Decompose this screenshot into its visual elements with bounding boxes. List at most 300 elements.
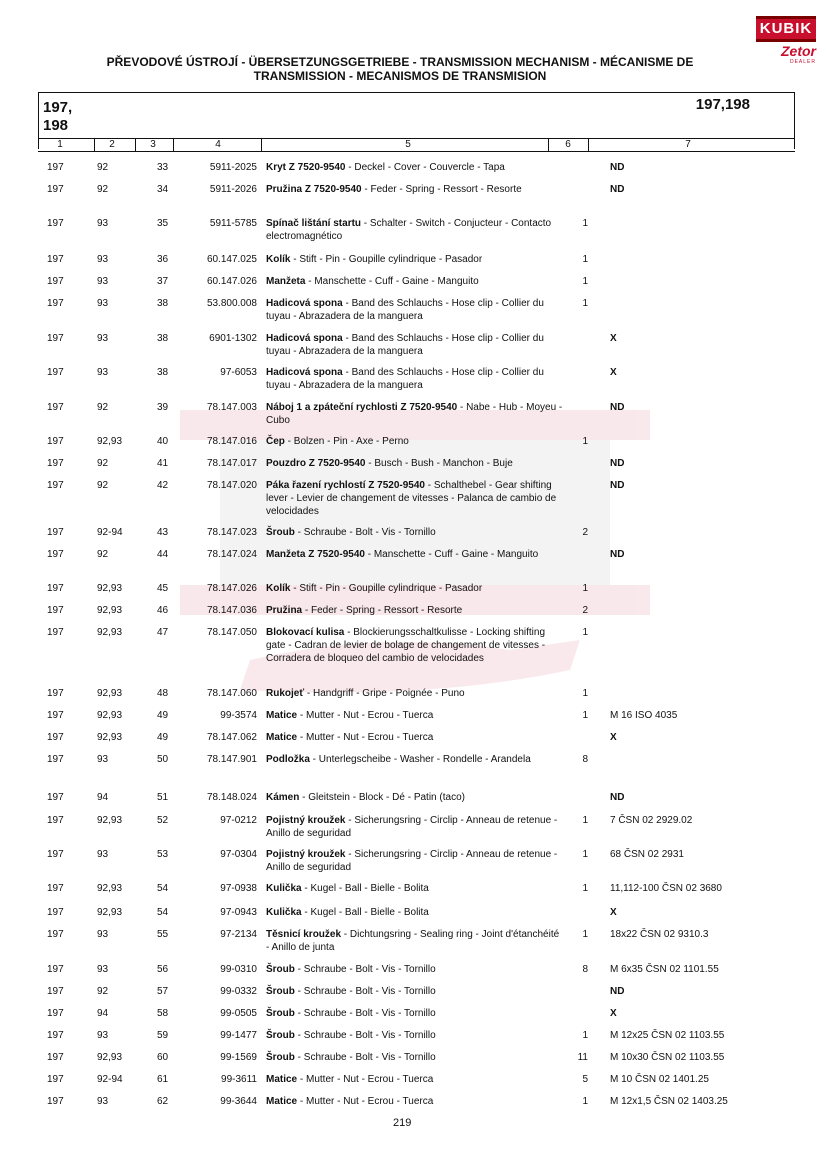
quantity: 1 [582,688,588,699]
part-note: 11,112-100 ČSN 02 3680 [610,883,722,894]
part-note: ND [610,162,625,173]
part-name: Páka řazení rychlostí Z 7520-9540 [266,480,425,491]
figure-code: 92 [97,162,109,173]
position-number: 61 [157,1074,169,1085]
figure-code: 92 [97,549,109,560]
part-translations: - Kugel - Ball - Bielle - Bolita [301,907,429,918]
part-description [266,906,564,919]
part-translations: - Blockierungsschaltkulisse - Locking shifting gate - Cadran de levier de bolage de changement de vitesses - Corradera de bloqueo del cambio de velocidades [266,627,546,664]
part-translations: - Feder - Spring - Ressort - Resorte [361,184,522,195]
part-number: 97-0943 [220,907,257,918]
figure-code: 92 [97,458,109,469]
quantity: 5 [582,1074,588,1085]
part-translations: - Mutter - Nut - Ecrou - Tuerca [297,732,434,743]
part-number: 99-3574 [220,710,257,721]
part-name: Spínač lištání startu [266,218,362,229]
group-code: 197 [47,1096,64,1107]
figure-code: 92,93 [97,627,123,638]
part-number: 99-0332 [220,986,257,997]
position-number: 49 [157,710,169,721]
group-code: 197 [47,688,64,699]
quantity: 1 [582,1096,588,1107]
part-translations: - Nabe - Hub - Moyeu - Cubo [266,402,563,426]
part-name: Náboj 1 a zpáteční rychlosti Z 7520-9540 [266,402,458,413]
group-code: 197 [47,1074,64,1085]
position-number: 57 [157,986,169,997]
quantity: 1 [582,929,588,940]
quantity: 2 [582,605,588,616]
quantity: 1 [582,583,588,594]
part-name: Kolík [266,583,291,594]
part-number: 78.147.050 [206,627,257,638]
part-note: ND [610,549,625,560]
part-translations: - Band des Schlauchs - Hose clip - Collier du tuyau - Abrazadera de la manguera [266,367,544,391]
part-translations: - Schalter - Switch - Conjucteur - Contacto electromagnético [266,218,552,242]
position-number: 38 [157,367,169,378]
position-number: 37 [157,276,169,287]
group-number-line1: 197, [43,99,73,116]
part-number: 5911-5785 [209,218,257,229]
figure-code: 93 [97,254,109,265]
part-name: Podložka [266,754,310,765]
part-translations: - Schraube - Bolt - Vis - Tornillo [294,964,436,975]
part-translations: - Schraube - Bolt - Vis - Tornillo [294,1052,436,1063]
part-name: Matice [266,710,298,721]
part-name: Hadicová spona [266,333,343,344]
figure-code: 92,93 [97,907,123,918]
part-description [266,985,564,998]
part-note: M 6x35 ČSN 02 1101.55 [610,964,719,975]
part-translations: - Schraube - Bolt - Vis - Tornillo [294,527,436,538]
part-name: Šroub [266,1052,295,1063]
part-note: M 12x1,5 ČSN 02 1403.25 [610,1096,728,1107]
part-description [266,548,564,561]
column-header: 4 [215,139,221,150]
part-number: 53.800.008 [206,298,257,309]
position-number: 50 [157,754,169,765]
part-translations: - Band des Schlauchs - Hose clip - Collier du tuyau - Abrazadera de la manguera [266,298,544,322]
part-note: X [610,732,617,743]
part-name: Hadicová spona [266,298,343,309]
position-number: 33 [157,162,169,173]
position-number: 36 [157,254,169,265]
position-number: 55 [157,929,169,940]
part-name: Pojistný kroužek [266,815,346,826]
quantity: 2 [582,527,588,538]
figure-code: 94 [97,792,109,803]
position-number: 51 [157,792,169,803]
part-name: Pojistný kroužek [266,849,346,860]
part-description [266,1051,564,1064]
position-number: 39 [157,402,169,413]
part-name: Čep [266,436,285,447]
column-header-row [38,138,795,152]
part-description [266,479,564,518]
part-description [266,161,564,174]
position-number: 60 [157,1052,169,1063]
figure-code: 93 [97,333,109,344]
group-code: 197 [47,184,64,195]
group-code: 197 [47,792,64,803]
quantity: 1 [582,849,588,860]
quantity: 1 [582,710,588,721]
figure-code: 93 [97,367,109,378]
part-number: 78.147.024 [206,549,257,560]
part-translations: - Mutter - Nut - Ecrou - Tuerca [297,1096,434,1107]
group-code: 197 [47,986,64,997]
part-translations: - Band des Schlauchs - Hose clip - Collier du tuyau - Abrazadera de la manguera [266,333,544,357]
part-description [266,963,564,976]
part-number: 99-1569 [220,1052,257,1063]
part-note: ND [610,986,625,997]
part-number: 97-6053 [220,367,257,378]
part-name: Matice [266,732,298,743]
group-code: 197 [47,254,64,265]
part-description [266,731,564,744]
group-code: 197 [47,162,64,173]
figure-code: 93 [97,1096,109,1107]
group-number-right: 197,198 [695,96,750,113]
part-name: Pružina Z 7520-9540 [266,184,362,195]
kubik-zetor-logo [756,16,816,64]
part-translations: - Handgriff - Gripe - Poignée - Puno [304,688,465,699]
part-name: Pružina [266,605,303,616]
part-number: 78.147.017 [206,458,257,469]
group-code: 197 [47,732,64,743]
figure-code: 93 [97,964,109,975]
position-number: 59 [157,1030,169,1041]
position-number: 47 [157,627,169,638]
part-name: Šroub [266,986,295,997]
part-name: Manžeta Z 7520-9540 [266,549,365,560]
group-code: 197 [47,367,64,378]
figure-code: 92,93 [97,688,123,699]
figure-code: 93 [97,276,109,287]
part-description [266,848,564,874]
figure-code: 92-94 [97,527,123,538]
position-number: 45 [157,583,169,594]
part-note: ND [610,402,625,413]
part-translations: - Feder - Spring - Ressort - Resorte [302,605,463,616]
part-translations: - Busch - Bush - Manchon - Buje [365,458,513,469]
figure-code: 92 [97,986,109,997]
column-header: 1 [57,139,63,150]
part-note: 7 ČSN 02 2929.02 [610,815,693,826]
column-header: 3 [150,139,156,150]
part-description [266,297,564,323]
part-description [266,604,564,617]
part-note: ND [610,458,625,469]
position-number: 44 [157,549,169,560]
part-number: 78.147.062 [206,732,257,743]
part-name: Šroub [266,527,295,538]
part-number: 78.147.901 [206,754,257,765]
part-number: 78.147.060 [206,688,257,699]
part-number: 5911-2025 [209,162,257,173]
part-name: Kryt Z 7520-9540 [266,162,346,173]
part-note: X [610,367,617,378]
part-note: X [610,333,617,344]
column-divider [94,139,95,151]
group-code: 197 [47,907,64,918]
part-description [266,275,564,288]
part-note: 68 ČSN 02 2931 [610,849,684,860]
part-number: 60.147.025 [206,254,257,265]
part-translations: - Manschette - Cuff - Gaine - Manguito [305,276,479,287]
figure-code: 93 [97,849,109,860]
part-name: Manžeta [266,276,306,287]
column-divider [588,139,589,151]
part-description [266,435,564,448]
part-name: Blokovací kulisa [266,627,345,638]
position-number: 41 [157,458,169,469]
figure-code: 92,93 [97,605,123,616]
part-number: 99-0310 [220,964,257,975]
part-translations: - Manschette - Cuff - Gaine - Manguito [364,549,539,560]
quantity: 1 [582,883,588,894]
part-translations: - Kugel - Ball - Bielle - Bolita [301,883,429,894]
figure-code: 92,93 [97,732,123,743]
quantity: 8 [582,754,588,765]
part-description [266,582,564,595]
position-number: 35 [157,218,169,229]
position-number: 43 [157,527,169,538]
position-number: 49 [157,732,169,743]
figure-code: 92 [97,480,109,491]
part-number: 99-0505 [220,1008,257,1019]
part-number: 78.147.020 [206,480,257,491]
position-number: 40 [157,436,169,447]
group-code: 197 [47,1052,64,1063]
logo-dealer: DEALER [789,59,816,65]
figure-code: 92,93 [97,710,123,721]
part-number: 97-2134 [220,929,257,940]
part-description [266,814,564,840]
part-number: 6901-1302 [209,333,257,344]
part-number: 97-0304 [220,849,257,860]
group-code: 197 [47,458,64,469]
part-number: 78.147.003 [206,402,257,413]
figure-code: 92-94 [97,1074,123,1085]
part-number: 5911-2026 [209,184,257,195]
group-code: 197 [47,627,64,638]
part-description [266,928,564,954]
part-description [266,882,564,895]
part-name: Šroub [266,964,295,975]
group-code: 197 [47,480,64,491]
part-note: ND [610,184,625,195]
part-note: 18x22 ČSN 02 9310.3 [610,929,709,940]
part-description [266,1029,564,1042]
part-translations: - Deckel - Cover - Couvercle - Tapa [345,162,505,173]
group-code: 197 [47,436,64,447]
figure-code: 92 [97,402,109,413]
position-number: 42 [157,480,169,491]
figure-code: 92,93 [97,883,123,894]
part-note: ND [610,480,625,491]
part-number: 97-0938 [220,883,257,894]
column-divider [261,139,262,151]
page-title: PŘEVODOVÉ ÚSTROJÍ - ÜBERSETZUNGSGETRIEBE - TRANSMISSION MECHANISM - MÉCANISME DE TRANSMISSION - MECANISMOS DE TRANSMISION [106,55,694,83]
part-translations: - Dichtungsring - Sealing ring - Joint d'étanchéité - Anillo de junta [266,929,560,953]
part-name: Rukojeť [266,688,305,699]
part-name: Pouzdro Z 7520-9540 [266,458,366,469]
part-number: 78.148.024 [206,792,257,803]
column-divider [173,139,174,151]
part-translations: - Sicherungsring - Circlip - Anneau de retenue - Anillo de seguridad [266,849,558,873]
quantity: 1 [582,627,588,638]
position-number: 48 [157,688,169,699]
part-translations: - Stift - Pin - Goupille cylindrique - Pasador [290,254,483,265]
part-translations: - Stift - Pin - Goupille cylindrique - Pasador [290,583,483,594]
figure-code: 92,93 [97,436,123,447]
group-code: 197 [47,964,64,975]
part-translations: - Sicherungsring - Circlip - Anneau de retenue - Anillo de seguridad [266,815,558,839]
figure-code: 93 [97,754,109,765]
part-note: X [610,907,617,918]
position-number: 58 [157,1008,169,1019]
part-translations: - Gleitstein - Block - Dé - Patin (taco) [299,792,465,803]
column-divider [135,139,136,151]
part-note: X [610,1008,617,1019]
part-translations: - Schraube - Bolt - Vis - Tornillo [294,1008,436,1019]
part-description [266,332,564,358]
part-name: Kolík [266,254,291,265]
part-name: Šroub [266,1008,295,1019]
part-description [266,526,564,539]
quantity: 1 [582,1030,588,1041]
position-number: 38 [157,298,169,309]
quantity: 1 [582,298,588,309]
group-code: 197 [47,929,64,940]
part-translations: - Bolzen - Pin - Axe - Perno [284,436,409,447]
figure-code: 93 [97,218,109,229]
part-number: 78.147.016 [206,436,257,447]
logo-sub: Zetor [781,43,816,59]
position-number: 34 [157,184,169,195]
part-description [266,401,564,427]
part-number: 78.147.023 [206,527,257,538]
part-number: 78.147.026 [206,583,257,594]
group-code: 197 [47,298,64,309]
part-note: M 10x30 ČSN 02 1103.55 [610,1052,725,1063]
figure-code: 92,93 [97,583,123,594]
part-translations: - Mutter - Nut - Ecrou - Tuerca [297,710,434,721]
group-number-left [43,99,72,135]
position-number: 38 [157,333,169,344]
part-description [266,626,564,665]
part-number: 99-3644 [220,1096,257,1107]
figure-code: 92,93 [97,1052,123,1063]
group-code: 197 [47,218,64,229]
column-header: 6 [565,139,571,150]
group-code: 197 [47,883,64,894]
part-translations: - Mutter - Nut - Ecrou - Tuerca [297,1074,434,1085]
part-number: 99-1477 [220,1030,257,1041]
logo-brand: KUBIK [756,16,816,42]
part-number: 97-0212 [220,815,257,826]
group-code: 197 [47,1008,64,1019]
part-note: M 10 ČSN 02 1401.25 [610,1074,709,1085]
part-description [266,687,564,700]
part-number: 78.147.036 [206,605,257,616]
group-code: 197 [47,605,64,616]
column-header: 7 [685,139,691,150]
part-name: Kámen [266,792,300,803]
position-number: 52 [157,815,169,826]
quantity: 1 [582,815,588,826]
part-note: M 12x25 ČSN 02 1103.55 [610,1030,725,1041]
group-code: 197 [47,333,64,344]
column-divider [548,139,549,151]
part-description [266,183,564,196]
group-code: 197 [47,849,64,860]
position-number: 56 [157,964,169,975]
figure-code: 94 [97,1008,109,1019]
quantity: 1 [582,276,588,287]
quantity: 8 [582,964,588,975]
part-number: 99-3611 [221,1074,257,1085]
part-description [266,791,564,804]
part-description [266,1073,564,1086]
quantity: 11 [577,1052,588,1063]
group-code: 197 [47,402,64,413]
part-name: Matice [266,1096,298,1107]
part-description [266,709,564,722]
quantity: 1 [582,436,588,447]
group-code: 197 [47,549,64,560]
column-header: 5 [405,139,411,150]
part-note: M 16 ISO 4035 [610,710,678,721]
group-code: 197 [47,1030,64,1041]
quantity: 1 [582,218,588,229]
part-description [266,1095,564,1108]
page-number: 219 [393,1117,412,1129]
group-code: 197 [47,710,64,721]
part-name: Kulička [266,907,302,918]
part-translations: - Unterlegscheibe - Washer - Rondelle - Arandela [309,754,531,765]
part-description [266,253,564,266]
part-note: ND [610,792,625,803]
part-description [266,457,564,470]
group-code: 197 [47,276,64,287]
part-description [266,1007,564,1020]
part-translations: - Schraube - Bolt - Vis - Tornillo [294,1030,436,1041]
position-number: 54 [157,907,169,918]
part-name: Kulička [266,883,302,894]
part-name: Hadicová spona [266,367,343,378]
figure-code: 92,93 [97,815,123,826]
group-code: 197 [47,815,64,826]
quantity: 1 [582,254,588,265]
figure-code: 93 [97,1030,109,1041]
figure-code: 93 [97,929,109,940]
part-translations: - Schalthebel - Gear shifting lever - Levier de changement de vitesses - Palanca de cambio de velocidades [266,480,557,517]
group-code: 197 [47,583,64,594]
figure-code: 92 [97,184,109,195]
part-name: Matice [266,1074,298,1085]
part-number: 60.147.026 [206,276,257,287]
group-code: 197 [47,754,64,765]
part-translations: - Schraube - Bolt - Vis - Tornillo [294,986,436,997]
part-name: Šroub [266,1030,295,1041]
part-name: Těsnicí kroužek [266,929,342,940]
column-header: 2 [109,139,115,150]
figure-code: 93 [97,298,109,309]
position-number: 62 [157,1096,169,1107]
part-description [266,753,564,766]
position-number: 53 [157,849,169,860]
